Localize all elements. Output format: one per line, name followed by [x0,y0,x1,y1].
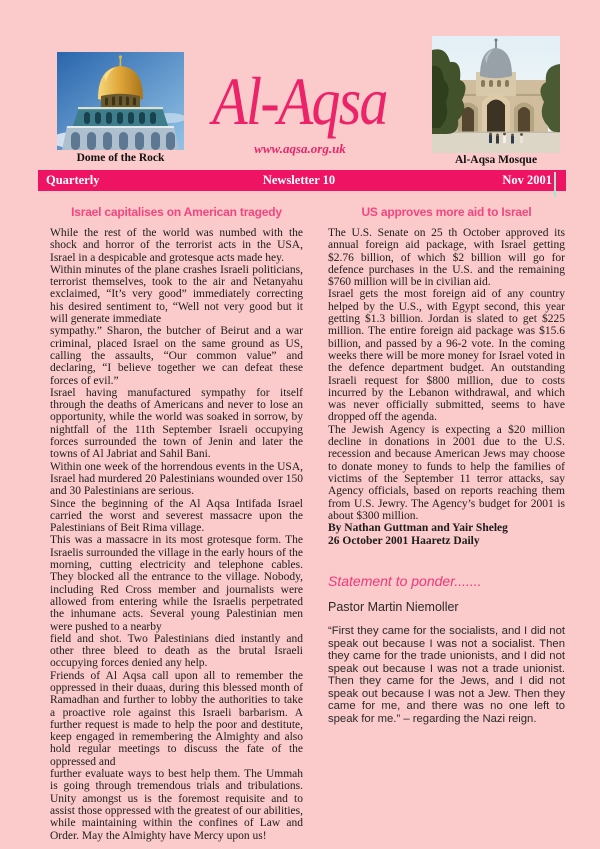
article-paragraph: This was a massacre in its most grotesque form. The Israelis surrounded the village in the early hours of the morning, cutting electricity and telephone cables. They blocked all the entrance to the village. Nobody, including Red Cross member and journalists were allowed from entering while the Israelis perpetrated the inhumane acts. Several young Palestinian men were pushed to a nearby [50,534,303,633]
article-paragraph: While the rest of the world was numbed with the shock and horror of the terrorist acts in the USA, Israel in a despicable and grotesque acts made hey. [50,227,303,264]
article-paragraph: Israel having manufactured sympathy for itself through the deaths of Americans and never to lose an opportunity, while the world was soaked in sorrow, by nightfall of the 11th September Israeli occupying forces surrounded the town of Jenin and later the towns of Al Jabriat and Sahil Bani. [50,386,303,461]
article-paragraph: The Jewish Agency is expecting a $20 million decline in donations in 2001 due to the U.S. recession and because American Jews may choose to donate money to funds to help the families of victims of the September 11 terror attacks, say Agency officials, based on reports reaching them from U.S. Jewry. The Agency’s budget for 2001 is about $300 million. [328,423,565,522]
banner-frequency: Quarterly [46,173,100,187]
right-article-heading: US approves more aid to Israel [361,205,532,219]
article-source: 26 October 2001 Haaretz Daily [328,534,480,547]
al-aqsa-mosque-photo [432,36,560,153]
right-article [328,205,565,725]
banner-date: Nov 2001 [502,173,552,187]
al-aqsa-mosque-illustration [432,36,560,153]
dome-photo-caption: Dome of the Rock [76,152,165,164]
left-article-heading: Israel capitalises on American tragedy [71,205,282,219]
article-paragraph: Within one week of the horrendous events in the USA, Israel had murdered 20 Palestinians wounded over 150 and 30 Palestinians are serious. [50,460,303,498]
article-paragraph: Since the beginning of the Al Aqsa Intifada Israel carried the worst and severest massacre upon the Palestinians of Beit Rima village. [50,497,303,535]
newsletter-title: Al-Aqsa [212,63,388,139]
banner-bar [38,170,566,191]
article-paragraph: Within minutes of the plane crashes Israeli politicians, terrorist themselves, took to the air and Netanyahu exclaimed, “It’s very good” immediately correcting his desired sentiment to, “Well not very good but it will generate immediate [50,263,303,326]
article-paragraph: further evaluate ways to best help them. The Ummah is going through tremendous trials and tribulations. Unity amongst us is the foremost requisite and to assist those oppressed with the greatest of our abilities, while maintaining within the confines of Law and Order. May the Almighty have Mercy upon us! [50,768,303,842]
article-paragraph: sympathy.” Sharon, the butcher of Beirut and a war criminal, placed Israel on the same ground as US, calling the assaults, “Our common value” and declaring, “I believe together we can defeat these forces of evil.” [50,325,303,387]
mosque-photo-caption: Al-Aqsa Mosque [454,154,538,166]
website-link[interactable]: www.aqsa.org.uk [254,141,346,157]
statement-quote: “First they came for the socialists, and I did not speak out because I was not a socialist. Then they came for the trade unionists, and I did not speak out because I was not a trade unionist. Then they came for the Jews, and I did not speak out because I was not a Jew. Then they came for me, and there was no one left to speak for me.” – regarding the Nazi reign. [328,625,565,725]
article-paragraph: field and shot. Two Palestinians died instantly and other three bleed to death as the brutal Israeli occupying forces denied any help. [50,632,303,670]
article-paragraph: Friends of Al Aqsa call upon all to remember the oppressed in their duaas, during this blessed month of Ramadhan and further to lobby the authorities to take a proactive role against this Israeli barbarism. A further request is made to help the poor and destitute, keep engaged in remembering the Almighty and also hold regular meetings to discuss the fate of the oppressed and [50,669,303,768]
left-article [50,205,303,842]
statement-heading: Statement to ponder....... [328,573,482,590]
article-byline: By Nathan Guttman and Yair Sheleg [328,522,508,535]
article-paragraph: The U.S. Senate on 25 th October approved its annual foreign aid package, with Israel getting $2.76 billion, of which $2 billion will go for defence purchases in the U.S. and the remaining $760 million will be in civilian aid. [328,227,565,289]
text-cursor [554,172,556,197]
article-paragraph: Israel gets the most foreign aid of any country helped by the U.S., with Egypt second, this year getting $1.3 billion. Jordan is slated to get $225 million. The entire foreign aid package was $15.6 billion, and passed by a 96-2 vote. In the coming weeks there will be more money for Israel voted in the defence department budget. An outstanding Israeli request for $800 million, due to costs incurred by the Lebanon withdrawal, and which was never officially submitted, seems to have dropped off the agenda. [328,288,565,424]
banner-issue: Newsletter 10 [262,173,336,187]
masthead [150,63,450,157]
statement-author: Pastor Martin Niemoller [328,600,459,615]
